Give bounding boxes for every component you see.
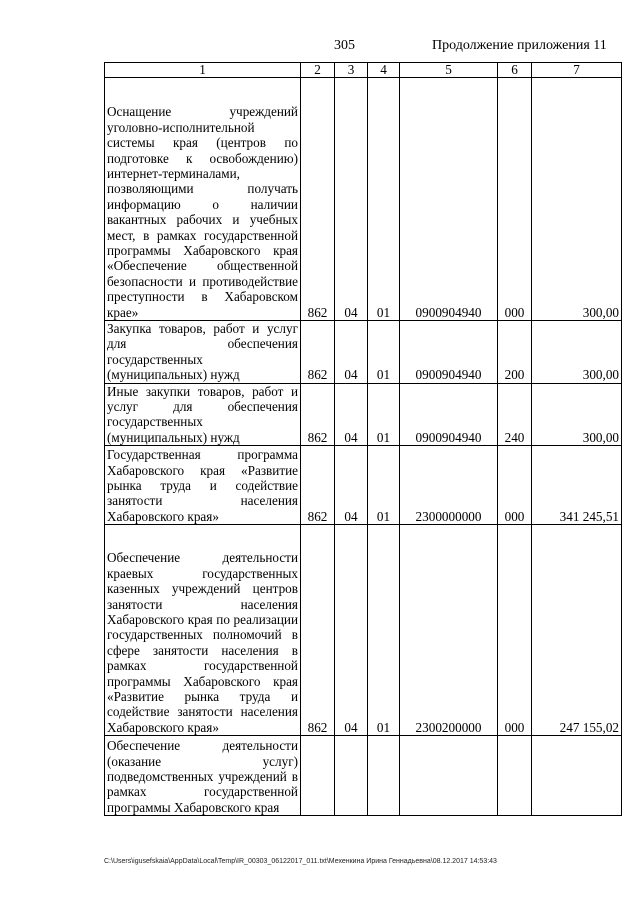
expense-type-code xyxy=(498,736,532,816)
expense-type-code: 000 xyxy=(498,525,532,736)
amount: 247 155,02 xyxy=(532,525,622,736)
ministry-code: 862 xyxy=(301,525,335,736)
section-code xyxy=(335,736,368,816)
amount: 300,00 xyxy=(532,78,622,321)
target-article-code: 0900904940 xyxy=(400,383,498,446)
row-description: Государственная программа Хабаровского края «Развитие рынка труда и содействие занятости населения Хабаровского края» xyxy=(105,446,301,525)
row-description: Иные закупки товаров, работ и услуг для обеспечения государственных (муниципальных) нужд xyxy=(105,383,301,446)
row-description: Обеспечение деятельности краевых государственных казенных учреждений центров занятости населения Хабаровского края по реализации государственных полномочий в сфере занятости населения в рамках государственной программы Хабаровского края «Развитие рынка труда и содействие занятости населения Хабаровского края» xyxy=(105,525,301,736)
subsection-code: 01 xyxy=(368,446,400,525)
ministry-code: 862 xyxy=(301,383,335,446)
section-code: 04 xyxy=(335,383,368,446)
ministry-code xyxy=(301,736,335,816)
expense-type-code: 240 xyxy=(498,383,532,446)
subsection-code: 01 xyxy=(368,525,400,736)
column-header-1: 1 xyxy=(105,63,301,78)
target-article-code: 2300200000 xyxy=(400,525,498,736)
column-header-2: 2 xyxy=(301,63,335,78)
column-header-5: 5 xyxy=(400,63,498,78)
amount: 300,00 xyxy=(532,383,622,446)
row-description: Закупка товаров, работ и услуг для обеспечения государственных (муниципальных) нужд xyxy=(105,321,301,384)
table-row xyxy=(105,78,622,321)
section-code: 04 xyxy=(335,78,368,321)
section-code: 04 xyxy=(335,321,368,384)
table-row xyxy=(105,321,622,384)
amount: 300,00 xyxy=(532,321,622,384)
target-article-code: 0900904940 xyxy=(400,78,498,321)
ministry-code: 862 xyxy=(301,446,335,525)
target-article-code xyxy=(400,736,498,816)
footer-file-path: C:\Users\igusefskaia\AppData\Local\Temp\IR_00303_06122017_011.txt\Мехенкина Ирина Геннадьевна\08.12.2017 14:53:43 xyxy=(104,858,497,865)
subsection-code: 01 xyxy=(368,383,400,446)
column-header-4: 4 xyxy=(368,63,400,78)
row-description: Оснащение учреждений уголовно-исполнительной системы края (центров по подготовке к освобождению) интернет-терминалами, позволяющими получать информацию о наличии вакантных рабочих и учебных мест, в рамках государственной программы Хабаровского края «Обеспечение общественной безопасности и противодействие преступности в Хабаровском крае» xyxy=(105,78,301,321)
table-row xyxy=(105,525,622,736)
column-number-row xyxy=(105,63,622,78)
ministry-code: 862 xyxy=(301,78,335,321)
row-description: Обеспечение деятельности (оказание услуг) подведомственных учреждений в рамках государственной программы Хабаровского края xyxy=(105,736,301,816)
section-code: 04 xyxy=(335,525,368,736)
column-header-7: 7 xyxy=(532,63,622,78)
expense-type-code: 000 xyxy=(498,446,532,525)
table-row xyxy=(105,383,622,446)
subsection-code xyxy=(368,736,400,816)
target-article-code: 2300000000 xyxy=(400,446,498,525)
amount xyxy=(532,736,622,816)
ministry-code: 862 xyxy=(301,321,335,384)
expense-type-code: 000 xyxy=(498,78,532,321)
budget-table xyxy=(104,62,622,816)
table-row xyxy=(105,736,622,816)
amount: 341 245,51 xyxy=(532,446,622,525)
subsection-code: 01 xyxy=(368,321,400,384)
section-code: 04 xyxy=(335,446,368,525)
subsection-code: 01 xyxy=(368,78,400,321)
target-article-code: 0900904940 xyxy=(400,321,498,384)
table-row xyxy=(105,446,622,525)
page-number: 305 xyxy=(334,38,355,53)
expense-type-code: 200 xyxy=(498,321,532,384)
column-header-3: 3 xyxy=(335,63,368,78)
column-header-6: 6 xyxy=(498,63,532,78)
appendix-continuation-label: Продолжение приложения 11 xyxy=(432,38,607,53)
